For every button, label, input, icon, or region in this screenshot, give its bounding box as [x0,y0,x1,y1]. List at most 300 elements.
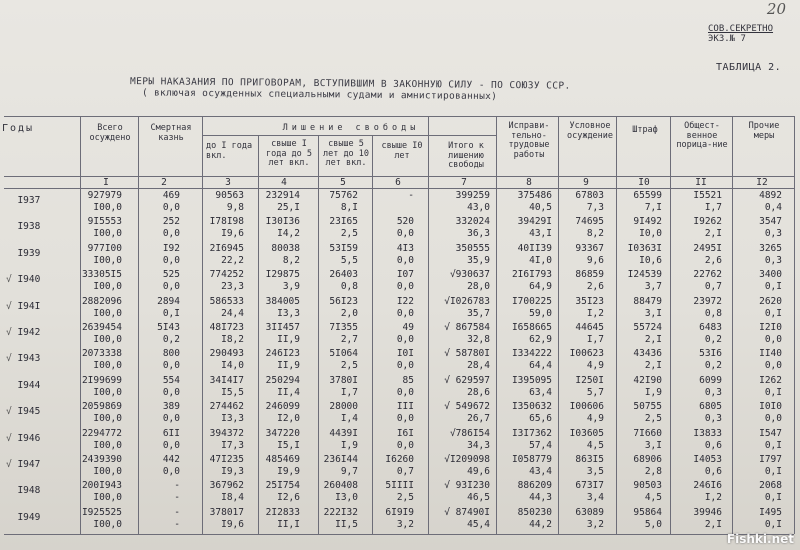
table-cell-percent: I0,0 [639,228,662,240]
table-cell-percent: 8,I [340,202,358,213]
table-cell-percent: 2,I [644,334,662,345]
check-mark [6,485,17,496]
table-cell-count: 384005 [265,295,300,307]
table-cell-count: I700225 [511,295,552,307]
table-cell-percent: 59,0 [529,307,552,319]
table-cell-percent: 3,I [644,307,662,319]
table-cell-count: √786I54 [449,427,490,439]
column-number: 9 [583,177,589,188]
table-cell-count: 252 [162,216,180,228]
table-cell-percent: 3,4 [586,492,604,504]
table-cell-count: I3I7362 [511,427,552,439]
header-years: Годы [2,123,35,134]
table-cell-count: 927979 [87,190,122,201]
table-cell-percent: 28,0 [467,281,490,293]
table-cell-percent: II,I [277,518,300,530]
table-cell-count: 80038 [271,242,300,254]
table-cell-count: 375486 [517,190,552,201]
table-cell-percent: 65,6 [529,413,552,425]
table-cell-percent: 32,8 [467,334,490,345]
year-value: I942 [17,327,41,338]
table-cell-percent: 0,6 [704,466,722,477]
table-cell-percent: 3,2 [586,518,604,530]
table-cell-count: 260408 [323,480,358,492]
table-cell-count: 3400 [759,269,782,281]
table-cell-count: 67803 [575,190,604,201]
table-cell-percent: I,2 [586,307,604,319]
table-cell-percent: 0,3 [704,386,722,398]
table-cell-percent: 43,4 [529,466,552,477]
table-cell-percent: 0,0 [162,281,180,293]
table-cell-count: I03605 [569,427,604,439]
year-label [6,512,40,523]
table-number: ТАБЛИЦА 2. [716,62,782,73]
table-cell-percent: I,4 [340,413,358,425]
table-cell-count: I22 [396,295,414,307]
table-cell-percent: 8,2 [586,228,604,240]
table-cell-percent: 0,I [764,518,782,530]
table-cell-count: 246I23 [265,348,300,360]
table-cell-count: 469 [162,190,180,201]
table-cell-percent: 0,0 [162,254,180,266]
table-cell-percent: 0,I [162,307,180,319]
table-cell-percent: 0,0 [162,228,180,240]
table-cell-percent: 3,2 [396,518,414,530]
header-censure: Общест-венное порица-ние [676,121,728,150]
year-value: I944 [17,379,41,391]
table-cell-count: I658665 [511,322,552,333]
table-cell-count: 43436 [633,348,662,360]
table-cell-count: 25I754 [265,480,300,492]
year-value: I940 [17,274,41,286]
table-cell-count: 2294772 [81,427,122,439]
table-cell-percent: I2,6 [277,492,300,504]
table-cell-percent: I9,6 [221,518,244,530]
table-cell-count: 42I90 [633,374,662,386]
table-cell-count: 53I59 [329,242,358,254]
table-cell-count: 6I9I9 [385,506,414,518]
check-mark [6,195,17,206]
header-corrective: Исправи-тельно-трудовые работы [508,121,550,160]
table-cell-percent: 5,0 [644,518,662,530]
table-cell-count: 2068 [759,480,782,492]
table-cell-percent: 0,6 [704,439,722,451]
column-number: 7 [461,177,467,188]
table-cell-count: 23I65 [329,216,358,228]
table-cell-count: I78I98 [209,216,244,228]
table-cell-percent: 0,I [764,386,782,398]
deprivation-rule [202,135,496,136]
table-cell-count: 2I2833 [265,506,300,518]
watermark-logo: Fishki.net [726,532,794,546]
table-cell-count: 90503 [633,480,662,492]
year-label [6,327,40,338]
table-cell-percent: 35,9 [467,254,490,266]
copy-number: ЭКЗ.№ 7 [708,34,746,44]
table-cell-count: - [174,480,180,492]
table-cell-count: I495 [759,506,782,518]
table-cell-count: 68906 [633,454,662,465]
table-cell-count: √ 549672 [444,401,490,413]
table-cell-percent: I00,0 [93,386,122,398]
table-cell-percent: I3,3 [221,413,244,425]
table-cell-count: 5I43 [157,322,180,333]
header-other: Прочие меры [748,121,780,141]
table-cell-count: 9I5553 [87,216,122,228]
table-cell-percent: I00,0 [93,254,122,266]
table-cell-count: 63089 [575,506,604,518]
year-label [6,353,40,364]
table-cell-count: 56I23 [329,295,358,307]
table-cell-percent: 0,0 [162,360,180,372]
table-cell-percent: 3,I [644,439,662,451]
column-number: 5 [340,177,346,188]
table-cell-percent: 57,4 [529,439,552,451]
table-cell-percent: 4,9 [586,360,604,372]
table-cell-count: - [174,506,180,518]
table-cell-count: I07 [396,269,414,281]
table-cell-count: 4439I [329,427,358,439]
table-cell-count: I92 [162,242,180,254]
table-cell-percent: I,9 [340,439,358,451]
table-cell-percent: 3,7 [644,281,662,293]
table-cell-percent: I,9 [644,386,662,398]
table-cell-percent: I00,0 [93,360,122,372]
table-cell-count: 55724 [633,322,662,333]
table-cell-percent: 22,2 [221,254,244,266]
table-cell-percent: 64,4 [529,360,552,372]
table-cell-count: 525 [162,269,180,281]
table-cell-count: √ 629597 [444,374,490,386]
table-cell-percent: 0,I [764,281,782,293]
table-cell-count: 2I6945 [209,242,244,254]
table-cell-percent: 2,I [704,518,722,530]
table-cell-percent: I00,0 [93,202,122,213]
table-cell-percent: I00,0 [93,307,122,319]
year-label [6,380,40,391]
header-conditional: Условное осуждение [566,121,614,141]
table-cell-percent: 0,2 [704,334,722,345]
table-cell-percent: I00,0 [93,281,122,293]
table-cell-percent: 2,8 [644,466,662,477]
table-cell-percent: 26,7 [467,413,490,425]
table-cell-count: 977I00 [87,242,122,254]
table-cell-percent: I00,0 [93,466,122,477]
check-mark: √ [6,274,18,286]
table-cell-count: I334222 [511,348,552,360]
table-cell-count: 2059869 [81,401,122,413]
table-cell-count: 222I32 [323,506,358,518]
table-cell-count: 3780I [329,374,358,386]
table-cell-count: 7I660 [633,427,662,439]
table-cell-count: I9262 [693,216,722,228]
table-cell-count: - [408,190,414,201]
table-cell-percent: 0,3 [764,228,782,240]
table-cell-count: I262 [759,374,782,386]
table-cell-count: 850230 [517,506,552,518]
table-cell-count: 232914 [265,190,300,201]
table-cell-percent: 2,I [704,228,722,240]
header-deprivation: Лишение свободы [282,123,420,133]
table-cell-percent: 0,0 [396,307,414,319]
year-value: I938 [17,221,41,233]
table-cell-percent: 8,2 [282,254,300,266]
table-cell-count: 6099 [699,374,722,386]
year-label [6,221,40,232]
header-dep-4: свыше I0 лет [381,141,423,161]
table-cell-percent: 0,0 [396,386,414,398]
table-cell-percent: 0,0 [764,334,782,345]
table-cell-percent: 4,9 [586,413,604,425]
table-cell-percent: I00,0 [93,492,122,504]
table-cell-count: √ 867584 [444,322,490,333]
table-cell-percent: 0,4 [764,202,782,213]
table-cell-percent: I3,3 [277,307,300,319]
table-cell-count: 350555 [455,242,490,254]
table-cell-percent: 46,5 [467,492,490,504]
header-dep-1: до I года вкл. [206,141,253,161]
table-cell-count: 53I6 [699,348,722,360]
table-cell-percent: 44,2 [529,518,552,530]
table-cell-percent: 9,7 [340,466,358,477]
header-dep-total: Итого к лишению свободы [448,141,484,170]
table-cell-percent: 0,I [764,492,782,504]
table-cell-percent: I,7 [704,202,722,213]
table-cell-count: I5521 [693,190,722,201]
table-cell-percent: 5,5 [340,254,358,266]
table-cell-count: I24539 [627,269,662,281]
table-cell-count: 2620 [759,295,782,307]
table-cell-percent: 40,5 [529,202,552,213]
header-fine: Штраф [632,125,658,135]
table-cell-percent: I00,0 [93,334,122,345]
table-cell-count: 74695 [575,216,604,228]
column-number: 3 [225,177,231,188]
year-value: I943 [17,353,41,365]
table-cell-percent: 9,6 [586,254,604,266]
table-cell-count: 9I492 [633,216,662,228]
table-cell-count: 75762 [329,190,358,201]
table-cell-count: 65599 [633,190,662,201]
table-cell-percent: 2,5 [340,228,358,240]
year-value: I94I [17,300,41,312]
table-cell-percent: 0,2 [704,360,722,372]
table-cell-count: 367962 [209,480,244,492]
table-cell-percent: 0,2 [162,334,180,345]
table-cell-count: 3547 [759,216,782,228]
table-cell-count: 250294 [265,374,300,386]
table-cell-percent: I9,9 [277,466,300,477]
table-cell-percent: 23,3 [221,281,244,293]
table-cell-percent: 0,0 [396,228,414,240]
table-cell-count: 399259 [455,190,490,201]
table-cell-count: 40II39 [517,242,552,254]
table-cell-percent: 2,6 [704,254,722,266]
column-number: II [695,177,707,188]
table-cell-percent: I9,3 [221,466,244,477]
table-cell-count: 2495I [693,242,722,254]
table-cell-percent: I3,0 [335,492,358,504]
table-cell-percent: I00,0 [93,439,122,451]
table-cell-count: 90563 [215,190,244,201]
table-cell-percent: I00,0 [93,228,122,240]
table-cell-count: 290493 [209,348,244,360]
check-mark [6,380,17,391]
table-cell-percent: 7,I [644,202,662,213]
table-cell-percent: 63,4 [529,386,552,398]
column-rule [794,116,795,534]
table-cell-count: I058779 [511,454,552,465]
table-cell-count: 50755 [633,401,662,413]
table-cell-percent: 5,7 [586,386,604,398]
number-row-rule [4,188,794,189]
table-cell-count: 2882096 [81,295,122,307]
table-cell-count: 39429I [517,216,552,228]
year-value: I948 [17,485,41,497]
table-cell-count: I6I [396,427,414,439]
table-cell-count: 332024 [455,216,490,228]
table-cell-percent: 0,0 [396,334,414,345]
table-cell-count: 800 [162,348,180,360]
table-cell-count: 5I064 [329,348,358,360]
table-cell-percent: 64,9 [529,281,552,293]
table-cell-count: 6II [162,427,180,439]
table-cell-percent: 0,0 [396,413,414,425]
table-cell-percent: 43,I [529,228,552,240]
table-cell-count: 2439390 [81,454,122,465]
table-cell-percent: I00,0 [93,518,122,530]
table-cell-percent: 25,I [277,202,300,213]
table-cell-count: I6260 [385,454,414,465]
table-cell-percent: 28,6 [467,386,490,398]
column-number: I2 [756,177,768,188]
table-cell-count: I00606 [569,401,604,413]
table-cell-percent: 0,0 [162,439,180,451]
table-cell-percent: 0,I [764,307,782,319]
year-label [6,406,40,417]
table-cell-percent: 24,4 [221,307,244,319]
column-number: 2 [161,177,167,188]
table-cell-count: 26403 [329,269,358,281]
table-cell-percent: - [174,492,180,504]
column-number: 4 [281,177,287,188]
table-cell-count: 22762 [693,269,722,281]
check-mark: √ [6,300,18,312]
table-cell-count: III [396,401,414,413]
table-cell-count: 3265 [759,242,782,254]
table-cell-count: 47I235 [209,454,244,465]
table-cell-percent: 35,7 [467,307,490,319]
table-cell-count: 442 [162,454,180,465]
table-cell-count: 347220 [265,427,300,439]
table-cell-percent: I9,6 [221,228,244,240]
table-cell-count: I4053 [693,454,722,465]
table-cell-percent: I,7 [586,334,604,345]
table-cell-count: 7I355 [329,322,358,333]
table-cell-count: 48I723 [209,322,244,333]
table-cell-count: 554 [162,374,180,386]
table-cell-percent: I8,4 [221,492,244,504]
table-cell-percent: 0,0 [396,254,414,266]
table-cell-percent: 9,8 [226,202,244,213]
table-cell-percent: 0,0 [396,281,414,293]
table-subtitle: ( включая осужденных специальными судами и амнистированных) [141,87,498,103]
table-cell-count: 274462 [209,401,244,413]
table-cell-count: 236I44 [323,454,358,465]
table-cell-percent: 2,7 [340,334,358,345]
table-cell-count: 35I23 [575,295,604,307]
table-cell-percent: I4,2 [277,228,300,240]
year-value: I946 [17,432,41,444]
table-cell-count: 246099 [265,401,300,413]
table-cell-percent: I8,2 [221,334,244,345]
table-cell-percent: 0,0 [162,413,180,425]
table-cell-count: 5IIII [385,480,414,492]
column-number: I [103,177,109,188]
year-label [6,301,40,312]
table-cell-percent: II,9 [277,334,300,345]
table-cell-count: I0I0 [759,401,782,413]
header-dep-2: свыше I года до 5 лет вкл. [265,139,313,168]
table-cell-percent: 0,8 [704,307,722,319]
table-cell-percent: 0,0 [764,413,782,425]
table-cell-count: I350632 [511,401,552,413]
table-cell-percent: 44,3 [529,492,552,504]
table-title: МЕРЫ НАКАЗАНИЯ ПО ПРИГОВОРАМ, ВСТУПИВШИМ В ЗАКОННУЮ СИЛУ - ПО СОЮЗУ ССР. [129,76,571,92]
table-cell-count: II40 [759,348,782,360]
table-cell-percent: 0,0 [162,386,180,398]
year-label [6,433,40,444]
table-cell-count: 34I4I7 [209,374,244,386]
table-cell-percent: I5,5 [221,386,244,398]
table-cell-percent: II,9 [277,360,300,372]
table-cell-percent: 45,4 [467,518,490,530]
table-cell-percent: 49,6 [467,466,490,477]
table-cell-percent: - [174,518,180,530]
table-cell-count: I395095 [511,374,552,386]
column-number: 6 [395,177,401,188]
table-cell-percent: 2,6 [586,281,604,293]
table-cell-percent: 0,7 [704,281,722,293]
secrecy-label: СОВ.СЕКРЕТНО [708,24,774,34]
table-cell-count: √I209098 [444,454,490,465]
table-bottom-rule [4,534,794,535]
table-cell-percent: I7,3 [221,439,244,451]
table-cell-percent: 4I,0 [529,254,552,266]
year-label [6,248,40,259]
table-cell-percent: I4,0 [221,360,244,372]
check-mark: √ [6,327,18,338]
year-value: I939 [17,247,41,259]
table-cell-percent: I5,I [277,439,300,451]
table-cell-count: 39946 [693,506,722,518]
check-mark [6,221,17,232]
table-cell-count: √I026783 [444,295,490,307]
table-cell-count: I547 [759,427,782,439]
table-cell-percent: 0,8 [340,281,358,293]
table-cell-count: √ 87490I [444,506,490,518]
table-cell-count: 95864 [633,506,662,518]
table-cell-count: 246I6 [693,480,722,492]
table-cell-count: 23972 [693,295,722,307]
year-value: I945 [17,406,41,418]
table-cell-count: I0I [396,348,414,360]
table-cell-count: 33305I5 [81,269,122,281]
table-cell-count: 394372 [209,427,244,439]
table-cell-percent: 34,3 [467,439,490,451]
table-cell-count: 520 [396,216,414,228]
table-cell-percent: 2,5 [340,360,358,372]
